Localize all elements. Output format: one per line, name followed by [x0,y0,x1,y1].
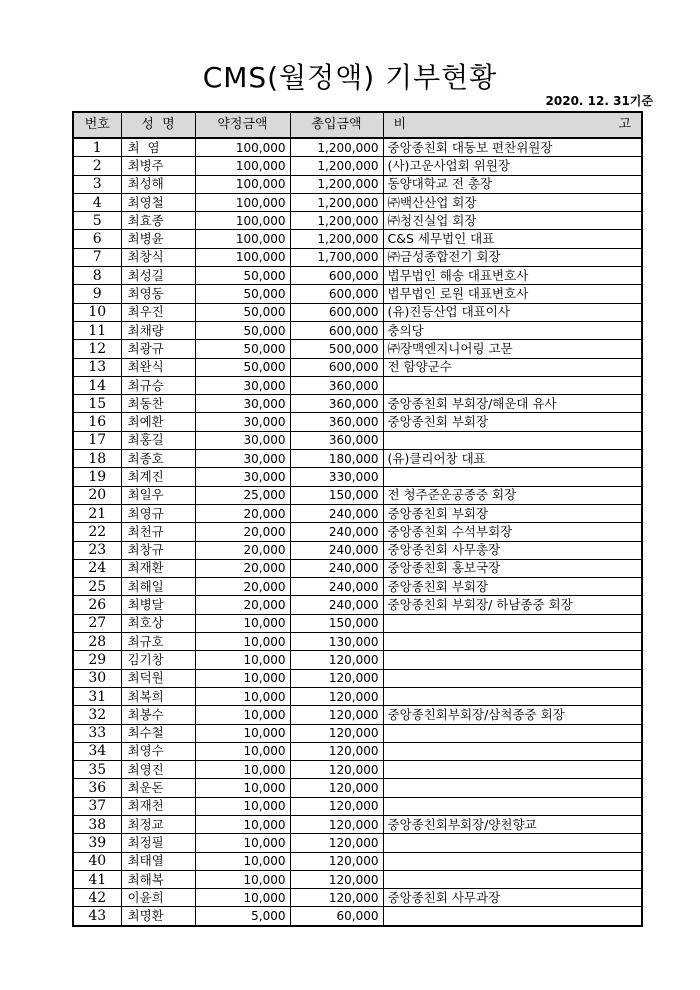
donor-name: 최규승 [121,376,195,394]
pledge-amount: 10,000 [195,651,290,669]
table-row [73,212,642,230]
total-amount: 120,000 [290,870,383,888]
row-number: 41 [73,870,121,888]
table-row [73,852,642,870]
row-number: 24 [73,559,121,577]
table-row [73,267,642,285]
table-row [73,450,642,468]
table-row [73,395,642,413]
total-amount: 120,000 [290,889,383,907]
row-number: 31 [73,687,121,705]
total-amount: 120,000 [290,669,383,687]
total-amount: 1,200,000 [290,157,383,175]
remark [383,687,642,705]
donor-name: 최채량 [121,321,195,339]
donor-name: 최영규 [121,504,195,522]
row-number: 22 [73,523,121,541]
donor-name: 최예환 [121,413,195,431]
donor-name: 최영진 [121,761,195,779]
table-row [73,376,642,394]
pledge-amount: 10,000 [195,687,290,705]
donor-name: 최일우 [121,486,195,504]
remark: 중앙종친회 부회장 [383,504,642,522]
row-number: 20 [73,486,121,504]
table-row [73,413,642,431]
row-number: 16 [73,413,121,431]
header-total: 총입금액 [290,112,383,138]
total-amount: 330,000 [290,468,383,486]
donor-name: 최해복 [121,870,195,888]
remark: 중앙종친회 사무과장 [383,889,642,907]
total-amount: 1,200,000 [290,230,383,248]
donation-table [72,111,643,927]
table-row [73,889,642,907]
pledge-amount: 10,000 [195,724,290,742]
remark: 중앙종친회 부회장/ 하남종중 회장 [383,596,642,614]
remark [383,797,642,815]
pledge-amount: 100,000 [195,157,290,175]
remark: (유)진등산업 대표이사 [383,303,642,321]
remark: 중앙종친회부회장/삼척종중 회장 [383,706,642,724]
pledge-amount: 10,000 [195,870,290,888]
donor-name: 최재환 [121,559,195,577]
pledge-amount: 100,000 [195,193,290,211]
table-row [73,230,642,248]
table-row [73,358,642,376]
table-row [73,687,642,705]
total-amount: 600,000 [290,285,383,303]
page-title: CMS(월정액) 기부현황 [202,61,498,94]
row-number: 12 [73,340,121,358]
total-amount: 360,000 [290,431,383,449]
total-amount: 120,000 [290,779,383,797]
table-row [73,285,642,303]
pledge-amount: 10,000 [195,761,290,779]
remark [383,742,642,760]
table-row [73,468,642,486]
total-amount: 600,000 [290,321,383,339]
pledge-amount: 100,000 [195,138,290,157]
table-row [73,504,642,522]
pledge-amount: 100,000 [195,175,290,193]
row-number: 9 [73,285,121,303]
donor-name: 최완식 [121,358,195,376]
remark: 중앙종친회부회장/양천향교 [383,815,642,833]
remark [383,468,642,486]
table-row [73,559,642,577]
table-row [73,797,642,815]
remark [383,431,642,449]
table-header-row [73,112,642,138]
pledge-amount: 50,000 [195,340,290,358]
row-number: 28 [73,633,121,651]
row-number: 40 [73,852,121,870]
table-row [73,651,642,669]
remark: ㈜청진실업 회장 [383,212,642,230]
remark: 중앙종친회 사무총장 [383,541,642,559]
remark [383,870,642,888]
total-amount: 360,000 [290,395,383,413]
row-number: 37 [73,797,121,815]
pledge-amount: 30,000 [195,468,290,486]
total-amount: 120,000 [290,724,383,742]
row-number: 11 [73,321,121,339]
table-row [73,907,642,926]
table-row [73,193,642,211]
pledge-amount: 30,000 [195,413,290,431]
donor-name: 최영철 [121,193,195,211]
table-row [73,779,642,797]
pledge-amount: 20,000 [195,596,290,614]
pledge-amount: 50,000 [195,358,290,376]
remark [383,834,642,852]
row-number: 7 [73,248,121,266]
donor-name: 최우진 [121,303,195,321]
donor-name: 최병달 [121,596,195,614]
donor-name: 최영수 [121,742,195,760]
pledge-amount: 10,000 [195,669,290,687]
pledge-amount: 100,000 [195,230,290,248]
pledge-amount: 10,000 [195,706,290,724]
remark: 중앙종친회 부회장 [383,413,642,431]
donor-name: 최성해 [121,175,195,193]
total-amount: 1,200,000 [290,138,383,157]
row-number: 10 [73,303,121,321]
table-row [73,486,642,504]
total-amount: 120,000 [290,761,383,779]
donor-name: 최광규 [121,340,195,358]
donor-name: 최규호 [121,633,195,651]
pledge-amount: 30,000 [195,431,290,449]
total-amount: 120,000 [290,852,383,870]
pledge-amount: 20,000 [195,523,290,541]
row-number: 17 [73,431,121,449]
remark: (유)클리어창 대표 [383,450,642,468]
donor-name: 최창식 [121,248,195,266]
remark [383,651,642,669]
donor-name: 최병윤 [121,230,195,248]
table-row [73,742,642,760]
pledge-amount: 10,000 [195,614,290,632]
total-amount: 240,000 [290,578,383,596]
total-amount: 130,000 [290,633,383,651]
total-amount: 150,000 [290,486,383,504]
total-amount: 120,000 [290,834,383,852]
total-amount: 360,000 [290,376,383,394]
donor-name: 최영동 [121,285,195,303]
donor-name: 김기창 [121,651,195,669]
pledge-amount: 50,000 [195,321,290,339]
remark [383,852,642,870]
pledge-amount: 10,000 [195,815,290,833]
row-number: 25 [73,578,121,596]
row-number: 2 [73,157,121,175]
row-number: 6 [73,230,121,248]
table-row [73,138,642,157]
row-number: 33 [73,724,121,742]
pledge-amount: 25,000 [195,486,290,504]
row-number: 13 [73,358,121,376]
remark: 중앙종친회 부회장/해운대 유사 [383,395,642,413]
pledge-amount: 30,000 [195,395,290,413]
table-row [73,834,642,852]
remark: ㈜장맥엔지니어링 고문 [383,340,642,358]
total-amount: 60,000 [290,907,383,926]
donor-name: 최종호 [121,450,195,468]
total-amount: 600,000 [290,303,383,321]
remark: 법무법인 로원 대표변호사 [383,285,642,303]
table-row [73,303,642,321]
table-row [73,815,642,833]
remark [383,669,642,687]
row-number: 3 [73,175,121,193]
donor-name: 최성길 [121,267,195,285]
header-note [383,112,642,138]
total-amount: 240,000 [290,559,383,577]
donor-name: 최재천 [121,797,195,815]
pledge-amount: 20,000 [195,504,290,522]
row-number: 42 [73,889,121,907]
donor-name: 최명환 [121,907,195,926]
header-pledge: 약정금액 [195,112,290,138]
row-number: 4 [73,193,121,211]
total-amount: 600,000 [290,358,383,376]
donor-name: 최효종 [121,212,195,230]
total-amount: 120,000 [290,651,383,669]
total-amount: 600,000 [290,267,383,285]
total-amount: 360,000 [290,413,383,431]
total-amount: 120,000 [290,742,383,760]
total-amount: 240,000 [290,596,383,614]
table-row [73,340,642,358]
total-amount: 120,000 [290,797,383,815]
row-number: 19 [73,468,121,486]
pledge-amount: 50,000 [195,303,290,321]
table-row [73,523,642,541]
remark [383,633,642,651]
pledge-amount: 50,000 [195,267,290,285]
remark: 중앙종친회 홍보국장 [383,559,642,577]
donor-name: 최천규 [121,523,195,541]
header-no: 번호 [73,112,121,138]
row-number: 26 [73,596,121,614]
row-number: 5 [73,212,121,230]
remark: 충의당 [383,321,642,339]
total-amount: 1,700,000 [290,248,383,266]
table-row [73,541,642,559]
row-number: 21 [73,504,121,522]
table-row [73,596,642,614]
donor-name: 최호상 [121,614,195,632]
pledge-amount: 10,000 [195,742,290,760]
pledge-amount: 10,000 [195,633,290,651]
total-amount: 240,000 [290,541,383,559]
donor-name: 최홍길 [121,431,195,449]
row-number: 36 [73,779,121,797]
remark: ㈜백산산업 회장 [383,193,642,211]
donor-name: 최해일 [121,578,195,596]
table-row [73,614,642,632]
donor-name: 최 염 [121,138,195,157]
table-row [73,431,642,449]
pledge-amount: 100,000 [195,248,290,266]
pledge-amount: 50,000 [195,285,290,303]
pledge-amount: 10,000 [195,779,290,797]
table-row [73,157,642,175]
row-number: 34 [73,742,121,760]
donor-name: 최덕원 [121,669,195,687]
remark [383,724,642,742]
remark: 중앙종친회 대동보 편찬위원장 [383,138,642,157]
remark [383,761,642,779]
pledge-amount: 20,000 [195,559,290,577]
pledge-amount: 5,000 [195,907,290,926]
table-row [73,578,642,596]
row-number: 27 [73,614,121,632]
total-amount: 1,200,000 [290,175,383,193]
table-row [73,761,642,779]
remark: 전 함양군수 [383,358,642,376]
pledge-amount: 10,000 [195,797,290,815]
total-amount: 240,000 [290,523,383,541]
donor-name: 최동찬 [121,395,195,413]
remark: C&S 세무법인 대표 [383,230,642,248]
pledge-amount: 100,000 [195,212,290,230]
total-amount: 120,000 [290,815,383,833]
total-amount: 240,000 [290,504,383,522]
table-row [73,706,642,724]
donor-name: 최복희 [121,687,195,705]
table-row [73,175,642,193]
total-amount: 150,000 [290,614,383,632]
table-row [73,724,642,742]
pledge-amount: 30,000 [195,376,290,394]
donor-name: 최봉수 [121,706,195,724]
row-number: 32 [73,706,121,724]
donor-name: 최정필 [121,834,195,852]
remark: 동양대학교 전 총장 [383,175,642,193]
pledge-amount: 20,000 [195,578,290,596]
donor-name: 최계진 [121,468,195,486]
pledge-amount: 10,000 [195,889,290,907]
table-row [73,248,642,266]
donor-name: 최수철 [121,724,195,742]
donor-name: 최정교 [121,815,195,833]
remark [383,779,642,797]
remark [383,376,642,394]
pledge-amount: 10,000 [195,852,290,870]
donor-name: 최운돈 [121,779,195,797]
row-number: 35 [73,761,121,779]
table-row [73,321,642,339]
row-number: 43 [73,907,121,926]
row-number: 14 [73,376,121,394]
total-amount: 1,200,000 [290,212,383,230]
row-number: 18 [73,450,121,468]
donor-name: 이윤희 [121,889,195,907]
donor-name: 최창규 [121,541,195,559]
row-number: 23 [73,541,121,559]
total-amount: 180,000 [290,450,383,468]
remark: ㈜금성종합전기 회장 [383,248,642,266]
pledge-amount: 30,000 [195,450,290,468]
remark: 법무법인 해송 대표변호사 [383,267,642,285]
row-number: 15 [73,395,121,413]
total-amount: 120,000 [290,687,383,705]
remark [383,907,642,926]
row-number: 8 [73,267,121,285]
donor-name: 최병주 [121,157,195,175]
pledge-amount: 10,000 [195,834,290,852]
total-amount: 500,000 [290,340,383,358]
row-number: 1 [73,138,121,157]
header-name: 성 명 [121,112,195,138]
table-row [73,669,642,687]
donor-name: 최태열 [121,852,195,870]
total-amount: 120,000 [290,706,383,724]
header-note-left: 비 [393,117,407,132]
as-of-date: 2020. 12. 31기준 [545,94,653,108]
table-row [73,870,642,888]
remark: 전 청주준운공종중 회장 [383,486,642,504]
row-number: 38 [73,815,121,833]
remark [383,614,642,632]
remark: 중앙종친회 수석부회장 [383,523,642,541]
table-body [73,138,642,926]
row-number: 30 [73,669,121,687]
row-number: 29 [73,651,121,669]
remark: 중앙종친회 부회장 [383,578,642,596]
remark: (사)고운사업회 위원장 [383,157,642,175]
header-note-right: 고 [618,117,631,132]
total-amount: 1,200,000 [290,193,383,211]
table-row [73,633,642,651]
row-number: 39 [73,834,121,852]
pledge-amount: 20,000 [195,541,290,559]
